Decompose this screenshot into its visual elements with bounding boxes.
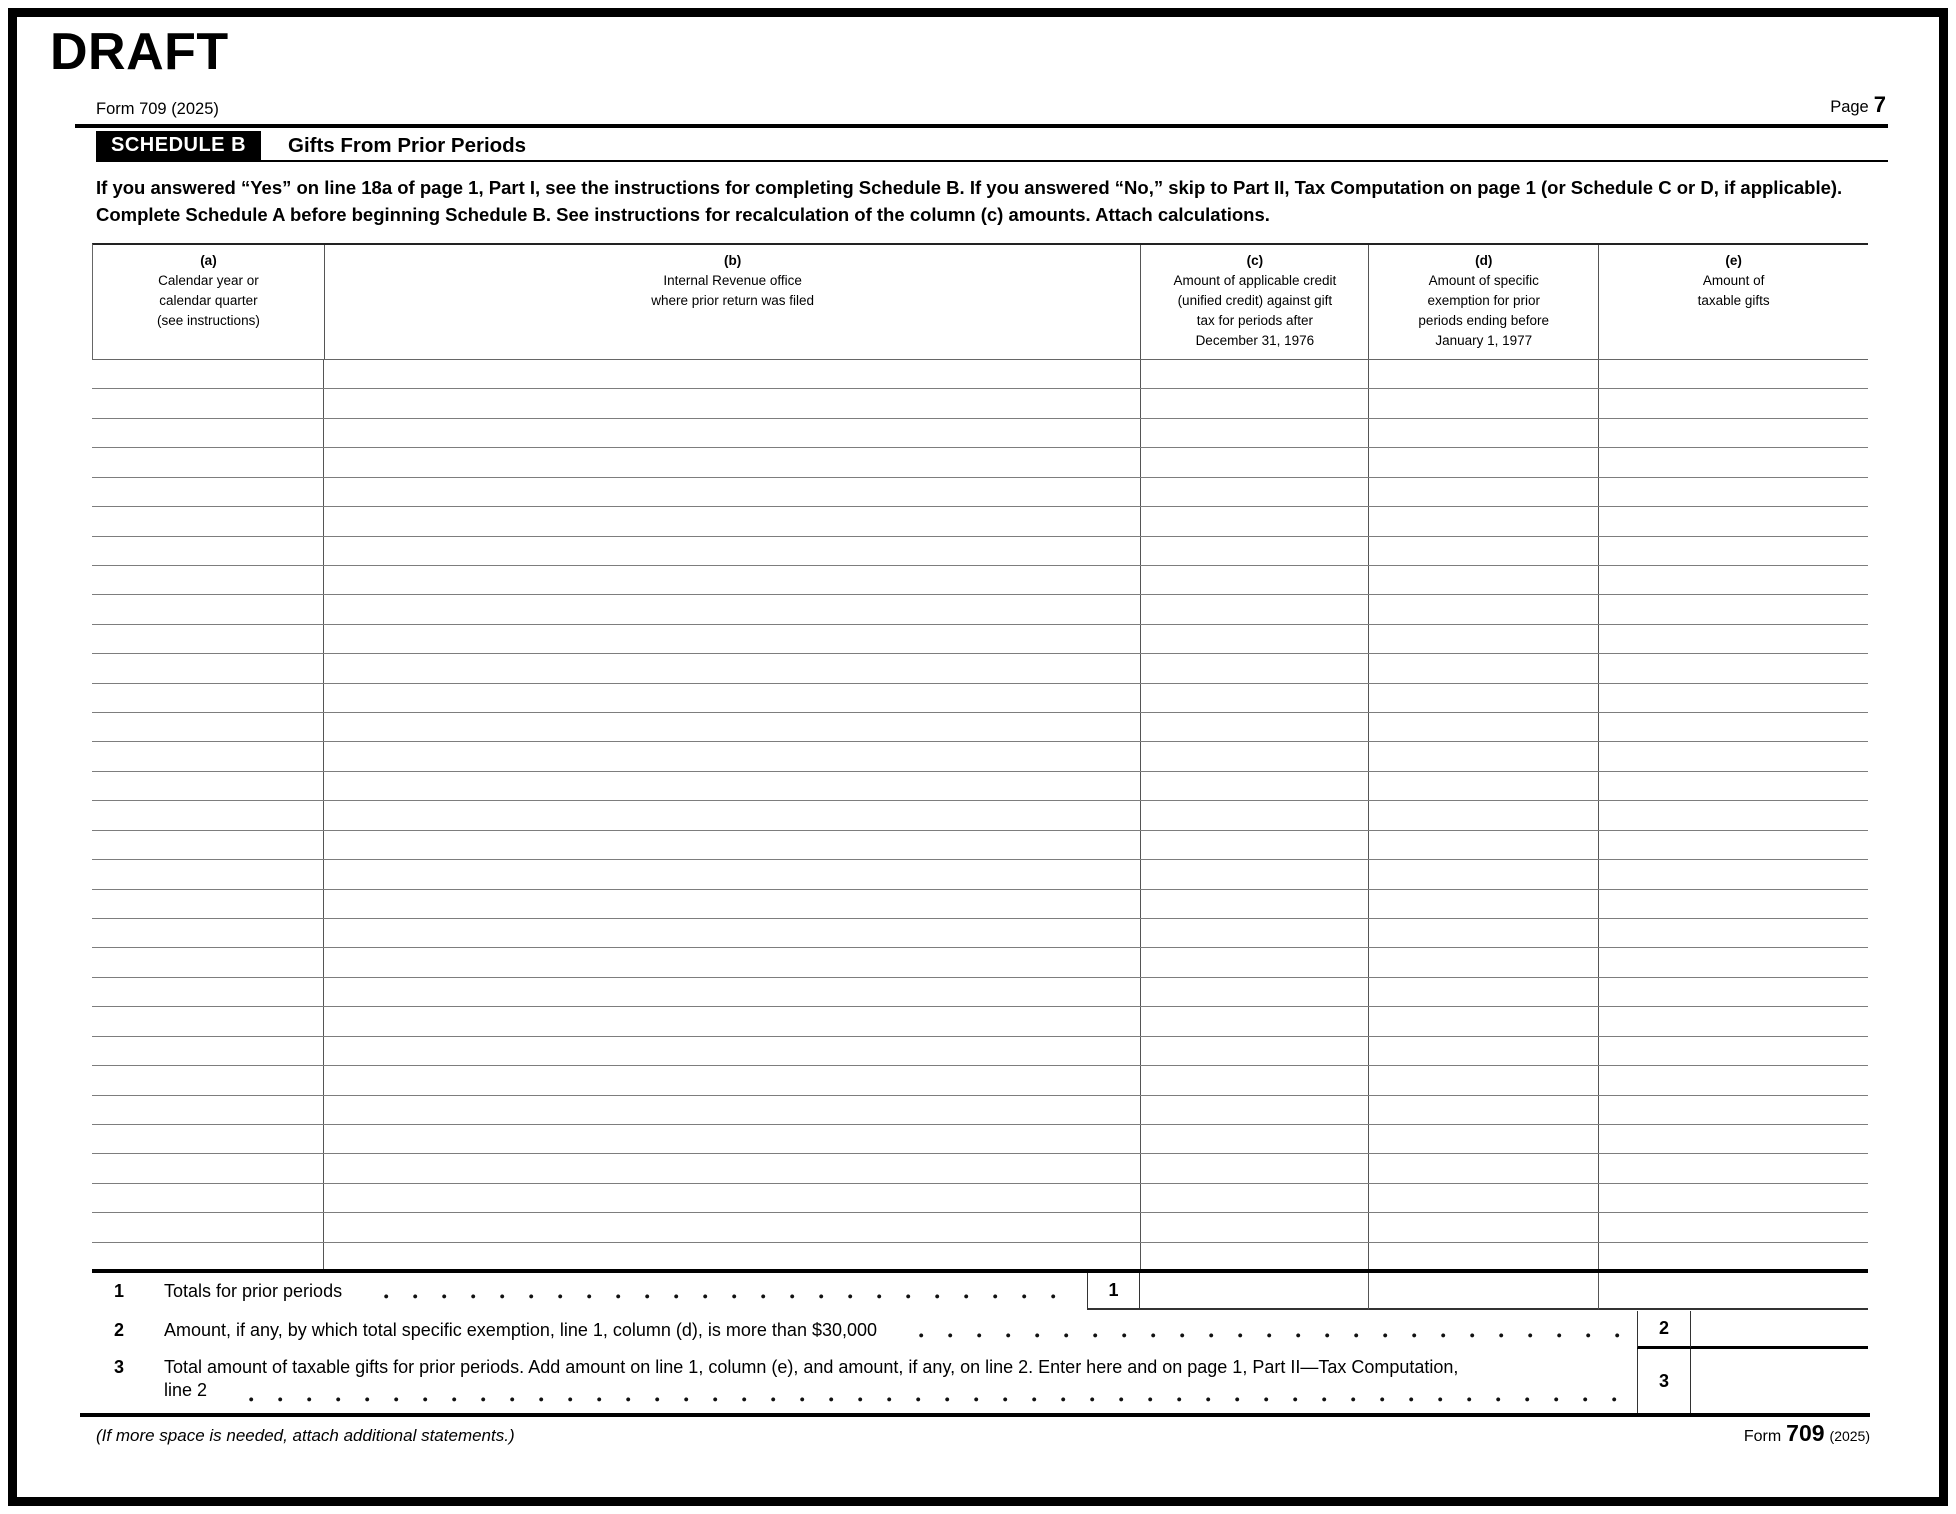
cell-a <box>92 1007 323 1035</box>
column-letter: (c) <box>1246 253 1264 268</box>
cell-c <box>1140 1096 1368 1124</box>
cell-d <box>1368 1096 1598 1124</box>
cell-b <box>323 419 1140 447</box>
cell-d <box>1368 625 1598 653</box>
cell-c <box>1140 831 1368 859</box>
header-line: January 1, 1977 <box>1435 333 1533 348</box>
cell-e <box>1598 1125 1868 1153</box>
line1-entry-box: 1 <box>1087 1273 1140 1310</box>
cell-a <box>92 742 323 770</box>
cell-a <box>92 1213 323 1241</box>
line1-label: Totals for prior periods <box>164 1281 343 1301</box>
table-row <box>92 742 1868 771</box>
cell-b <box>323 742 1140 770</box>
table-header-row <box>92 243 1868 360</box>
page-number: 7 <box>1873 92 1886 117</box>
table-row <box>92 537 1868 566</box>
cell-e <box>1598 1213 1868 1241</box>
cell-d <box>1368 507 1598 535</box>
cell-c <box>1140 360 1368 388</box>
cell-e <box>1598 948 1868 976</box>
cell-b <box>323 654 1140 682</box>
cell-c <box>1140 595 1368 623</box>
cell-e <box>1598 1037 1868 1065</box>
cell-c <box>1140 801 1368 829</box>
cell-e <box>1598 1243 1868 1271</box>
cell-d <box>1368 566 1598 594</box>
cell-c <box>1140 654 1368 682</box>
table-row <box>92 625 1868 654</box>
cell-a <box>92 772 323 800</box>
header-line: periods ending before <box>1418 313 1550 328</box>
cell-c <box>1140 1154 1368 1182</box>
cell-e <box>1598 860 1868 888</box>
cell-c <box>1140 713 1368 741</box>
table-row <box>92 1066 1868 1095</box>
cell-c <box>1140 890 1368 918</box>
cell-a <box>92 684 323 712</box>
cell-e <box>1598 448 1868 476</box>
cell-c <box>1140 1184 1368 1212</box>
cell-b <box>323 1154 1140 1182</box>
table-row <box>92 389 1868 418</box>
cell-b <box>323 860 1140 888</box>
header-line: Internal Revenue office <box>663 273 802 288</box>
header-line: calendar quarter <box>159 293 258 308</box>
cell-a <box>92 625 323 653</box>
line2-number: 2 <box>114 1319 125 1340</box>
cell-b <box>323 684 1140 712</box>
table-row <box>92 1007 1868 1036</box>
cell-e <box>1598 1096 1868 1124</box>
cell-e <box>1598 890 1868 918</box>
table-body <box>92 360 1868 1271</box>
table-row <box>92 478 1868 507</box>
schedule-b-badge: SCHEDULE B <box>96 131 261 160</box>
cell-e <box>1598 1184 1868 1212</box>
cell-d <box>1368 742 1598 770</box>
cell-b <box>323 978 1140 1006</box>
cell-d <box>1368 713 1598 741</box>
cell-b <box>323 948 1140 976</box>
cell-a <box>92 1096 323 1124</box>
cell-c <box>1140 742 1368 770</box>
table-row <box>92 1184 1868 1213</box>
cell-b <box>323 537 1140 565</box>
cell-d <box>1368 1037 1598 1065</box>
cell-a <box>92 948 323 976</box>
cell-e <box>1598 625 1868 653</box>
cell-e <box>1598 566 1868 594</box>
line1-cell-d <box>1368 1273 1598 1310</box>
cell-b <box>323 1037 1140 1065</box>
cell-e <box>1598 360 1868 388</box>
cell-d <box>1368 919 1598 947</box>
table-row <box>92 684 1868 713</box>
cell-d <box>1368 948 1598 976</box>
cell-a <box>92 1243 323 1271</box>
table-row <box>92 890 1868 919</box>
table-row <box>92 948 1868 977</box>
cell-d <box>1368 537 1598 565</box>
cell-c <box>1140 919 1368 947</box>
table-row <box>92 507 1868 536</box>
table-row <box>92 713 1868 742</box>
table-bottom-rule <box>92 1269 1868 1273</box>
cell-c <box>1140 1007 1368 1035</box>
cell-e <box>1598 654 1868 682</box>
cell-d <box>1368 772 1598 800</box>
cell-b <box>323 831 1140 859</box>
cell-a <box>92 419 323 447</box>
line1-number: 1 <box>114 1281 125 1301</box>
line1-cell-e <box>1598 1273 1868 1310</box>
cell-c <box>1140 566 1368 594</box>
cell-b <box>323 1243 1140 1271</box>
cell-b <box>323 595 1140 623</box>
page-indicator <box>1830 92 1886 118</box>
header-line: tax for periods after <box>1196 313 1314 328</box>
table-row <box>92 1125 1868 1154</box>
cell-b <box>323 625 1140 653</box>
cell-c <box>1140 507 1368 535</box>
cell-d <box>1368 595 1598 623</box>
column-header-c <box>1140 245 1368 359</box>
cell-b <box>323 389 1140 417</box>
line3-amount-cell <box>1691 1349 1868 1413</box>
cell-e <box>1598 742 1868 770</box>
cell-c <box>1140 1125 1368 1153</box>
cell-e <box>1598 1154 1868 1182</box>
cell-d <box>1368 1125 1598 1153</box>
cell-d <box>1368 684 1598 712</box>
cell-c <box>1140 978 1368 1006</box>
cell-e <box>1598 419 1868 447</box>
cell-d <box>1368 419 1598 447</box>
line1-label-zone <box>92 1273 1087 1310</box>
column-header-d <box>1368 245 1598 359</box>
cell-a <box>92 713 323 741</box>
cell-d <box>1368 448 1598 476</box>
column-letter: (a) <box>200 253 217 268</box>
cell-b <box>323 360 1140 388</box>
header-line: exemption for prior <box>1427 293 1541 308</box>
cell-d <box>1368 654 1598 682</box>
footer-form-number: 709 <box>1786 1420 1825 1446</box>
footer-form-year: (2025) <box>1829 1428 1870 1444</box>
cell-b <box>323 1184 1140 1212</box>
header-line: Amount of <box>1702 273 1765 288</box>
instructions-text: If you answered “Yes” on line 18a of page 1, Part I, see the instructions for completing Schedule B. If you answered “No,” skip to Part II, Tax Computation on page 1 (or Schedule C or D, if applicable). Complete Schedule A before beginning Schedule B. See instructions for recalculation of the column (c) amounts. Attach calculations. <box>96 177 1843 225</box>
cell-d <box>1368 1007 1598 1035</box>
column-letter: (e) <box>1725 253 1742 268</box>
cell-c <box>1140 625 1368 653</box>
header-line: Amount of specific <box>1428 273 1539 288</box>
table-row <box>92 978 1868 1007</box>
column-header-a <box>93 245 324 359</box>
schedule-header <box>96 131 1888 162</box>
cell-b <box>323 890 1140 918</box>
line3-text-line2 <box>164 1380 1637 1408</box>
cell-d <box>1368 978 1598 1006</box>
cell-e <box>1598 713 1868 741</box>
header-line: (see instructions) <box>157 313 260 328</box>
cell-b <box>323 448 1140 476</box>
cell-c <box>1140 448 1368 476</box>
cell-a <box>92 595 323 623</box>
leader-dots <box>249 1397 1623 1402</box>
footer-form-label: Form <box>1743 1428 1782 1445</box>
line3-entry-box: 3 <box>1637 1349 1691 1413</box>
cell-c <box>1140 1037 1368 1065</box>
cell-a <box>92 1154 323 1182</box>
cell-b <box>323 801 1140 829</box>
cell-e <box>1598 801 1868 829</box>
draft-watermark: DRAFT <box>50 23 229 81</box>
cell-d <box>1368 801 1598 829</box>
cell-e <box>1598 1066 1868 1094</box>
cell-e <box>1598 831 1868 859</box>
cell-d <box>1368 389 1598 417</box>
table-row <box>92 860 1868 889</box>
table-row <box>92 831 1868 860</box>
table-row <box>92 566 1868 595</box>
top-rule <box>75 124 1888 128</box>
cell-a <box>92 537 323 565</box>
cell-c <box>1140 1066 1368 1094</box>
cell-c <box>1140 419 1368 447</box>
cell-a <box>92 860 323 888</box>
table-row <box>92 1037 1868 1066</box>
cell-a <box>92 1037 323 1065</box>
cell-a <box>92 1066 323 1094</box>
header-line: (unified credit) against gift <box>1177 293 1333 308</box>
header-line: taxable gifts <box>1697 293 1770 308</box>
table-row <box>92 1213 1868 1242</box>
cell-e <box>1598 478 1868 506</box>
cell-b <box>323 1066 1140 1094</box>
cell-b <box>323 772 1140 800</box>
line3-label-continued: line 2 <box>164 1380 208 1400</box>
column-header-e <box>1598 245 1868 359</box>
bottom-rule <box>80 1413 1870 1417</box>
gifts-table <box>92 243 1868 1271</box>
line2-amount-cell <box>1691 1311 1868 1349</box>
cell-d <box>1368 860 1598 888</box>
cell-a <box>92 1184 323 1212</box>
cell-e <box>1598 772 1868 800</box>
cell-e <box>1598 595 1868 623</box>
line3-label: Total amount of taxable gifts for prior periods. Add amount on line 1, column (e), and amount, if any, on line 2. Enter here and on page 1, Part II—Tax Computation, <box>164 1357 1459 1377</box>
table-row <box>92 772 1868 801</box>
cell-a <box>92 654 323 682</box>
cell-b <box>323 566 1140 594</box>
cell-b <box>323 1125 1140 1153</box>
line3-text-line1 <box>92 1354 1637 1380</box>
table-row <box>92 1154 1868 1183</box>
column-header-b <box>324 245 1141 359</box>
line1-row <box>92 1273 1868 1310</box>
line3-label-zone <box>92 1349 1637 1413</box>
cell-c <box>1140 860 1368 888</box>
cell-c <box>1140 1243 1368 1271</box>
cell-c <box>1140 1213 1368 1241</box>
cell-d <box>1368 1154 1598 1182</box>
cell-d <box>1368 831 1598 859</box>
line2-entry-box: 2 <box>1637 1311 1691 1349</box>
cell-d <box>1368 1243 1598 1271</box>
cell-d <box>1368 1213 1598 1241</box>
cell-c <box>1140 772 1368 800</box>
cell-b <box>323 507 1140 535</box>
cell-d <box>1368 360 1598 388</box>
cell-a <box>92 801 323 829</box>
cell-c <box>1140 684 1368 712</box>
cell-d <box>1368 1066 1598 1094</box>
cell-e <box>1598 1007 1868 1035</box>
leader-dots <box>919 1333 1623 1338</box>
cell-c <box>1140 948 1368 976</box>
cell-e <box>1598 684 1868 712</box>
schedule-title: Gifts From Prior Periods <box>288 133 527 157</box>
cell-b <box>323 1007 1140 1035</box>
table-row <box>92 919 1868 948</box>
cell-e <box>1598 537 1868 565</box>
cell-b <box>323 713 1140 741</box>
table-row <box>92 1096 1868 1125</box>
cell-b <box>323 919 1140 947</box>
cell-b <box>323 478 1140 506</box>
table-row <box>92 448 1868 477</box>
cell-c <box>1140 389 1368 417</box>
page-label: Page <box>1830 98 1869 116</box>
table-row <box>92 595 1868 624</box>
column-letter: (b) <box>724 253 742 268</box>
line2-label-zone <box>92 1311 1637 1349</box>
footer-form-id <box>1744 1420 1870 1447</box>
leader-dots <box>384 1294 1073 1299</box>
page-footer <box>96 1420 1870 1447</box>
cell-a <box>92 890 323 918</box>
table-row <box>92 654 1868 683</box>
cell-a <box>92 478 323 506</box>
line2-row <box>92 1311 1868 1349</box>
line3-row <box>92 1349 1868 1413</box>
cell-a <box>92 389 323 417</box>
cell-c <box>1140 537 1368 565</box>
cell-e <box>1598 919 1868 947</box>
table-row <box>92 360 1868 389</box>
table-row <box>92 1243 1868 1271</box>
cell-a <box>92 507 323 535</box>
column-letter: (d) <box>1475 253 1493 268</box>
cell-b <box>323 1213 1140 1241</box>
table-row <box>92 801 1868 830</box>
header-line: Amount of applicable credit <box>1173 273 1337 288</box>
cell-d <box>1368 1184 1598 1212</box>
cell-e <box>1598 507 1868 535</box>
cell-b <box>323 1096 1140 1124</box>
line2-label: Amount, if any, by which total specific exemption, line 1, column (d), is more than $30,000 <box>164 1319 878 1340</box>
form-number: Form 709 (2025) <box>96 100 219 118</box>
cell-e <box>1598 978 1868 1006</box>
cell-a <box>92 360 323 388</box>
cell-d <box>1368 890 1598 918</box>
cell-d <box>1368 478 1598 506</box>
cell-a <box>92 831 323 859</box>
footer-note: (If more space is needed, attach additional statements.) <box>96 1426 515 1445</box>
line3-number: 3 <box>114 1357 125 1377</box>
cell-a <box>92 566 323 594</box>
cell-a <box>92 978 323 1006</box>
cell-e <box>1598 389 1868 417</box>
header-line: where prior return was filed <box>651 293 815 308</box>
cell-c <box>1140 478 1368 506</box>
table-row <box>92 419 1868 448</box>
header-line: December 31, 1976 <box>1195 333 1315 348</box>
cell-a <box>92 919 323 947</box>
cell-a <box>92 1125 323 1153</box>
line1-cell-c <box>1140 1273 1368 1310</box>
header-line: Calendar year or <box>158 273 259 288</box>
cell-a <box>92 448 323 476</box>
